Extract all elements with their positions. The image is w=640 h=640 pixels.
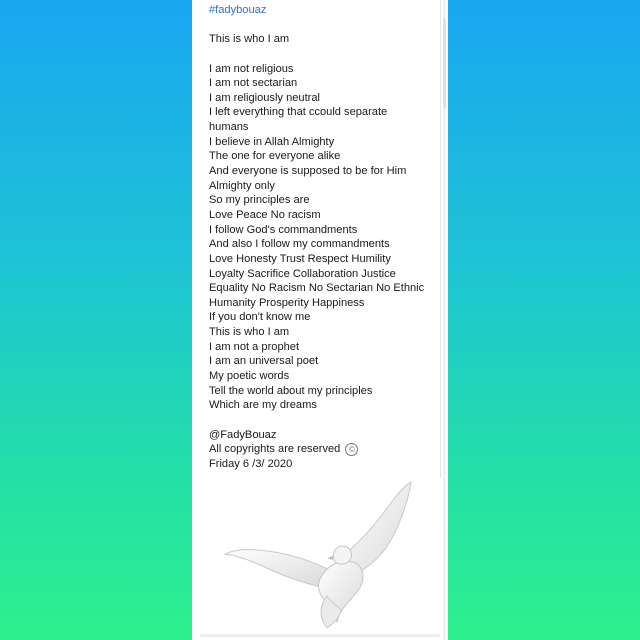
post-line: I am not religious: [209, 62, 294, 75]
post-line: This is who I am: [209, 33, 290, 46]
post-line: I am religiously neutral: [209, 91, 320, 104]
post-line: Almighty only: [209, 179, 275, 192]
post-date: Friday 6 /3/ 2020: [209, 457, 293, 470]
post-line: I am not sectarian: [209, 77, 298, 90]
post-line: Tell the world about my principles: [209, 384, 373, 397]
copyright-icon: ©: [345, 443, 358, 456]
scrollbar-thumb[interactable]: [443, 18, 446, 108]
copyright-line: [209, 442, 445, 457]
post-line: Love Peace No racism: [209, 208, 321, 221]
blank-line: [209, 18, 445, 33]
post-line: Loyalty Sacrifice Collaboration Justice: [209, 267, 396, 280]
post-line: So my principles are: [209, 194, 310, 207]
copyright-text: All copyrights are reserved: [209, 443, 341, 456]
post-line: And everyone is supposed to be for Him: [209, 165, 407, 178]
post-line: I am an universal poet: [209, 355, 319, 368]
post-line: I believe in Allah Almighty: [209, 135, 335, 148]
hashtag-link[interactable]: #fadybouaz: [209, 4, 267, 16]
post-text: [209, 0, 445, 472]
dove-image: [215, 478, 425, 630]
post-line: I am not a prophet: [209, 340, 300, 353]
author-handle[interactable]: @FadyBouaz: [209, 428, 277, 441]
bottom-divider: [200, 634, 440, 637]
post-line: Equality No Racism No Sectarian No Ethnic: [209, 282, 425, 295]
post-line: If you don't know me: [209, 311, 311, 324]
post-line: My poetic words: [209, 370, 290, 383]
blank-line: [209, 413, 445, 428]
post-line: I left everything that ccould separate: [209, 106, 388, 119]
post-line: The one for everyone alike: [209, 150, 341, 163]
post-line: And also I follow my commandments: [209, 238, 390, 251]
post-line: This is who I am: [209, 326, 290, 339]
blank-line: [209, 47, 445, 62]
post-line: Love Honesty Trust Respect Humility: [209, 252, 391, 265]
dove-icon: [215, 478, 425, 630]
post-line: I follow God's commandments: [209, 223, 358, 236]
post-line: Which are my dreams: [209, 399, 317, 412]
post-line: Humanity Prosperity Happiness: [209, 296, 365, 309]
post-line: humans: [209, 121, 249, 134]
